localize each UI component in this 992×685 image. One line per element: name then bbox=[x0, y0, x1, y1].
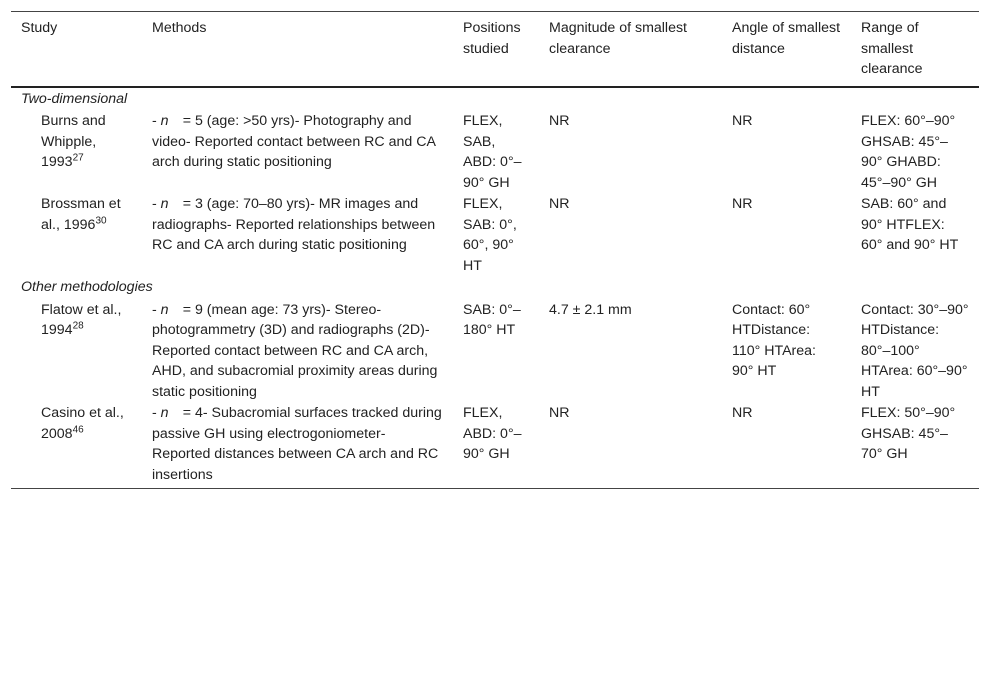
range-cell: FLEX: 50°–90° GHSAB: 45°–70° GH bbox=[861, 405, 956, 462]
positions-cell: FLEX, ABD: 0°–90° GH bbox=[463, 405, 522, 462]
angle-cell: Contact: 60° HTDistance: 110° HTArea: 90° HT bbox=[732, 301, 817, 379]
study-name: Casino et al., 2008 bbox=[41, 405, 124, 442]
magnitude-cell: NR bbox=[549, 113, 570, 129]
study-name: Brossman et al., 1996 bbox=[41, 196, 121, 233]
header-magnitude: Magnitude of smallest clearance bbox=[549, 20, 688, 57]
study-cell bbox=[11, 299, 142, 403]
reference-number: 46 bbox=[72, 423, 84, 435]
methods-cell bbox=[142, 110, 453, 193]
methods-text: = 5 (age: >50 yrs)- Photography and video- Reported contact between RC and CA arch during static positioning bbox=[152, 113, 436, 170]
magnitude-cell: 4.7 ± 2.1 mm bbox=[549, 301, 632, 318]
methods-text: = 3 (age: 70–80 yrs)- MR images and radiographs- Reported relationships between RC and CA arch during static positioning bbox=[152, 196, 436, 253]
range-cell: Contact: 30°–90° HTDistance: 80°–100° HTArea: 60°–90° HT bbox=[861, 301, 969, 400]
n-variable: n bbox=[160, 405, 169, 421]
range-cell: FLEX: 60°–90° GHSAB: 45°–90° GHABD: 45°–90° GH bbox=[861, 113, 956, 191]
study-cell bbox=[11, 402, 142, 489]
reference-number: 30 bbox=[95, 214, 107, 226]
table-row bbox=[11, 193, 979, 276]
methods-cell bbox=[142, 402, 453, 489]
angle-cell: NR bbox=[732, 196, 753, 212]
section-label: Two-dimensional bbox=[21, 90, 128, 107]
n-variable: n bbox=[160, 196, 169, 212]
methods-text: = 4- Subacromial surfaces tracked during passive GH using electrogoniometer- Reported distances between CA arch and RC insertions bbox=[152, 405, 442, 483]
table-row bbox=[11, 299, 979, 403]
methods-cell bbox=[142, 299, 453, 403]
section-row bbox=[11, 87, 979, 111]
n-variable: n bbox=[160, 301, 169, 318]
methods-cell bbox=[142, 193, 453, 276]
study-name: Burns and Whipple, 1993 bbox=[41, 113, 106, 170]
angle-cell: NR bbox=[732, 113, 753, 129]
header-positions: Positions studied bbox=[463, 20, 521, 57]
reference-number: 27 bbox=[72, 152, 84, 164]
magnitude-cell: NR bbox=[549, 405, 570, 421]
table-row bbox=[11, 402, 979, 489]
header-angle: Angle of smallest distance bbox=[732, 20, 841, 57]
magnitude-cell: NR bbox=[549, 196, 570, 212]
methods-prefix: - bbox=[152, 196, 161, 212]
methods-prefix: - bbox=[152, 301, 161, 318]
methods-text: = 9 (mean age: 73 yrs)- Stereo-photogrammetry (3D) and radiographs (2D)- Reported contact between RC and CA arch, AHD, and subacromial proximity areas during static positioning bbox=[152, 301, 438, 400]
angle-cell: NR bbox=[732, 405, 753, 421]
table-row bbox=[11, 110, 979, 193]
methods-prefix: - bbox=[152, 113, 161, 129]
header-row bbox=[11, 12, 979, 87]
study-cell bbox=[11, 193, 142, 276]
positions-cell: FLEX, SAB, ABD: 0°–90° GH bbox=[463, 113, 522, 191]
header-range: Range of smallest clearance bbox=[861, 20, 923, 77]
range-cell: SAB: 60° and 90° HTFLEX: 60° and 90° HT bbox=[861, 196, 959, 253]
study-cell bbox=[11, 110, 142, 193]
positions-cell: FLEX, SAB: 0°, 60°, 90° HT bbox=[463, 196, 517, 274]
study-table bbox=[11, 11, 979, 489]
section-row bbox=[11, 276, 979, 299]
reference-number: 28 bbox=[72, 320, 84, 332]
header-study: Study bbox=[21, 20, 58, 36]
header-methods: Methods bbox=[152, 20, 207, 36]
positions-cell: SAB: 0°–180° HT bbox=[463, 301, 521, 338]
study-name: Flatow et al., 1994 bbox=[41, 301, 122, 338]
n-variable: n bbox=[160, 113, 169, 129]
section-label: Other methodologies bbox=[21, 279, 153, 295]
methods-prefix: - bbox=[152, 405, 161, 421]
